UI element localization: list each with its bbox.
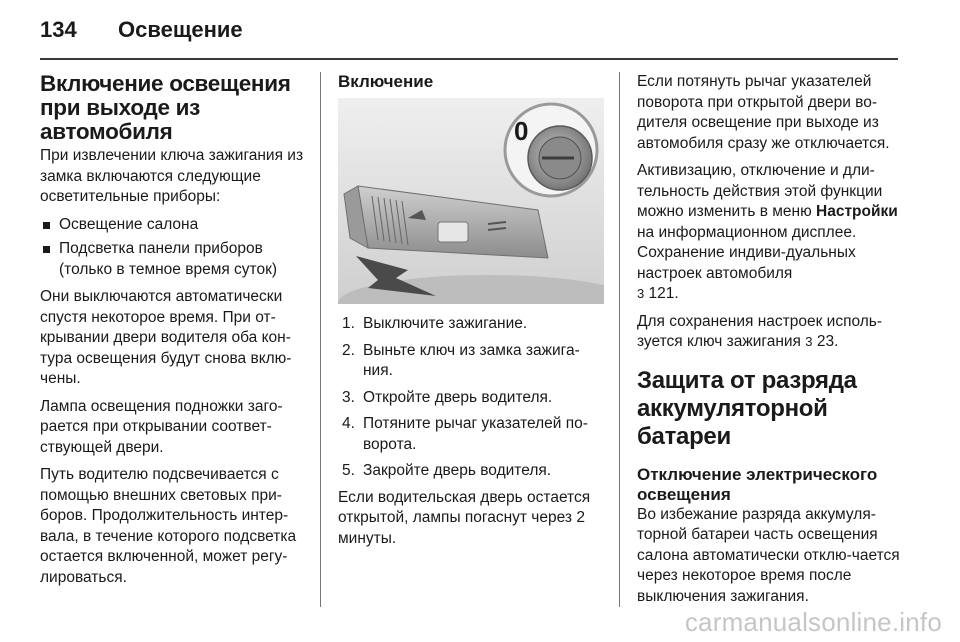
page-number: 134 [40,17,77,42]
column-right [637,72,907,614]
paragraph: Во избежание разряда аккумуля-торной батареи часть освещения салона автоматически отклю-чается через некоторое время после выключения зажигания. [637,505,900,605]
bullet-marker [43,222,50,229]
step-item [338,414,604,455]
page-header [40,14,243,46]
step-text: Откройте дверь водителя. [363,388,553,406]
bullet-list [40,215,308,281]
step-item [338,461,604,482]
column-divider [320,72,321,607]
step-text: Закройте дверь водителя. [363,462,552,479]
text-fragment: Активизацию, отключение и дли-тельность действия этой функции можно изменить в меню [637,162,883,220]
settings-paragraph [637,161,907,305]
bullet-item [40,239,308,280]
page-reference-link[interactable]: 23. [816,333,839,350]
step-number: 3. [342,388,355,406]
exit-lighting-heading: Включение освещения при выходе из автомобиля [40,71,291,144]
paragraph: Если потянуть рычаг указателей поворота при открытой двери во-дителя освещение при выходе из автомобиля сразу же отключается. [637,73,890,152]
lighting-off-subheading: Отключение электрического освещения [637,464,878,504]
bullet-marker [43,246,50,253]
paragraph: Они выключаются автоматически спустя некоторое время. При от-крывании двери водителя оба кон-тура освещения будут снова вклю-чены. [40,288,292,387]
page-reference-icon: 3 [805,334,813,349]
step-text: Выключите зажигание. [363,315,528,332]
step-item [338,314,604,335]
column-middle [338,72,604,556]
section-title: Освещение [118,17,243,42]
column-divider [619,72,620,607]
key-position-label: 0 [514,116,529,146]
settings-menu-label: Настройки [816,203,898,220]
step-number: 2. [342,341,355,359]
column-left [40,72,308,595]
activation-heading: Включение [338,72,434,91]
key-paragraph [637,312,907,353]
header-rule [40,58,898,60]
text-fragment: Для сохранения настроек исполь-зуется ключ зажигания [637,312,883,350]
step-item [338,388,604,409]
step-text: Потяните рычаг указателей по-ворота. [363,415,588,453]
bullet-item [40,215,308,236]
battery-protection-heading: Защита от разряда аккумуляторной батареи [637,366,857,450]
page-reference-link[interactable]: 121. [648,285,679,302]
turn-signal-lever-illustration [338,98,604,304]
paragraph: Лампа освещения подножки заго-рается при открывании соответ-ствующей двери. [40,397,283,456]
bullet-text: Освещение салона [59,215,199,233]
step-number: 5. [342,462,355,479]
step-number: 1. [342,315,355,332]
steps-list [338,314,604,482]
paragraph: Путь водителю подсвечивается с помощью внешних световых при-боров. Продолжительность интер-вала, в течение которого подсветка остается включенной, может регу-лироваться. [40,466,297,586]
step-item [338,341,604,382]
watermark: carmanualsonline.info [684,607,942,637]
text-fragment: на информационном дисплее. Сохранение индиви-дуальных настроек автомобиля [637,223,857,282]
step-text: Выньте ключ из замка зажига-ния. [363,341,580,379]
bullet-text: Подсветка панели приборов (только в темное время суток) [59,240,278,278]
page-reference-icon: 3 [637,286,645,301]
step-number: 4. [342,415,355,432]
intro-paragraph: При извлечении ключа зажигания из замка включаются следующие осветительные приборы: [40,147,304,205]
paragraph: Если водительская дверь остается открытой, лампы погаснут через 2 минуты. [338,488,591,547]
